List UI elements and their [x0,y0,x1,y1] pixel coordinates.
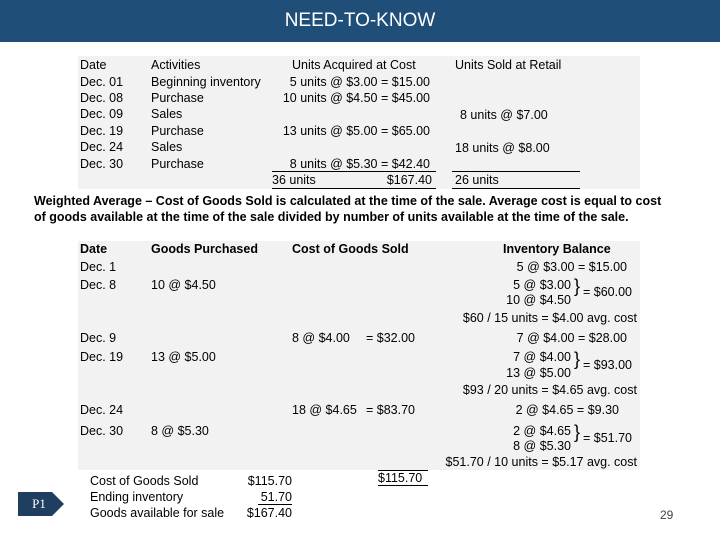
inventory-balance: 5 @ $3.00 = $15.00 [516,260,627,274]
row-date: Dec. 09 [80,107,124,121]
row-sold: 8 units @ $7.00 [460,108,548,122]
summary-available-label: Goods available for sale [90,506,225,520]
row-date: Dec. 30 [80,424,124,438]
total-sold: 26 units [455,173,499,187]
summary-ending-value: 51.70 [260,490,292,504]
summary-underline [258,504,292,505]
cogs-sum-underline [378,485,428,486]
double-underline-acquired [272,188,436,189]
row-acquired: 5 units @ $3.00 = $15.00 [289,75,430,89]
header-cogs: Cost of Goods Sold [292,242,409,256]
weighted-average-explanation: Weighted Average – Cost of Goods Sold is calculated at the time of the sale. Average cost is equal to cost of goods available at the time of the sale divided by number of units available at the time of the sale. [34,194,662,224]
balance-layer: 5 @ $3.00 [513,278,571,292]
balance-layer: 8 @ $5.30 [513,439,571,453]
tag-label: P1 [32,496,46,511]
inventory-balance: 7 @ $4.00 = $28.00 [516,331,627,345]
average-cost: $60 / 15 units = $4.00 avg. cost [462,311,637,325]
header-units-acquired: Units Acquired at Cost [292,58,416,72]
row-date: Dec. 24 [80,140,124,154]
page-title: NEED-TO-KNOW [284,10,436,31]
goods-purchased: 10 @ $4.50 [151,278,216,292]
average-cost: $51.70 / 10 units = $5.17 avg. cost [445,455,637,469]
cogs-sum: $115.70 [378,471,423,485]
row-acquired: 10 units @ $4.50 = $45.00 [282,91,430,105]
goods-purchased: 13 @ $5.00 [151,350,216,364]
row-date: Dec. 01 [80,75,124,89]
title-banner [0,0,720,42]
row-date: Dec. 9 [80,331,117,345]
cogs-total: = $32.00 [366,331,416,345]
row-acquired: 13 units @ $5.00 = $65.00 [282,124,430,138]
summary-cogs-value: $115.70 [247,474,292,488]
row-date: Dec. 08 [80,91,124,105]
row-date: Dec. 19 [80,350,124,364]
row-date: Dec. 8 [80,278,117,292]
page-number: 29 [660,508,674,522]
row-date: Dec. 1 [80,260,117,274]
row-activity: Purchase [151,124,204,138]
summary-cogs-label: Cost of Goods Sold [90,474,199,488]
summary-available-value: $167.40 [246,506,292,520]
double-underline-sold [452,188,580,189]
summary-ending-label: Ending inventory [90,490,184,504]
header-inventory-balance: Inventory Balance [503,242,611,256]
header-units-sold: Units Sold at Retail [455,58,562,72]
row-acquired: 8 units @ $5.30 = $42.40 [289,157,430,171]
balance-total: = $93.00 [583,358,633,372]
cogs-value: 8 @ $4.00 [292,331,350,345]
total-units: 36 units [272,173,316,187]
header-date: Date [80,242,108,256]
balance-total: = $51.70 [583,431,633,445]
row-activity: Sales [151,107,183,121]
cogs-sum-overline [378,470,428,471]
row-date: Dec. 24 [80,403,124,417]
brace: } [574,276,581,296]
balance-total: = $60.00 [583,285,633,299]
total-cost: $167.40 [386,173,432,187]
learning-objective-tag [18,492,64,516]
row-activity: Beginning inventory [151,75,261,89]
balance-layer: 2 @ $4.65 [513,424,571,438]
balance-layer: 7 @ $4.00 [513,350,571,364]
header-date: Date [80,58,107,72]
underline-sold [452,171,580,172]
row-date: Dec. 19 [80,124,124,138]
row-activity: Purchase [151,157,204,171]
balance-layer: 10 @ $4.50 [506,293,571,307]
header-activities: Activities [151,58,201,72]
cogs-total: = $83.70 [366,403,416,417]
balance-layer: 13 @ $5.00 [506,366,571,380]
average-cost: $93 / 20 units = $4.65 avg. cost [462,383,637,397]
brace: } [574,422,581,442]
row-date: Dec. 30 [80,157,124,171]
row-activity: Sales [151,140,183,154]
header-goods-purchased: Goods Purchased [151,242,258,256]
brace: } [574,349,581,369]
underline-acquired [272,171,436,172]
inventory-balance: 2 @ $4.65 = $9.30 [515,403,619,417]
cogs-value: 18 @ $4.65 [292,403,357,417]
goods-purchased: 8 @ $5.30 [151,424,209,438]
row-sold: 18 units @ $8.00 [455,141,550,155]
row-activity: Purchase [151,91,204,105]
